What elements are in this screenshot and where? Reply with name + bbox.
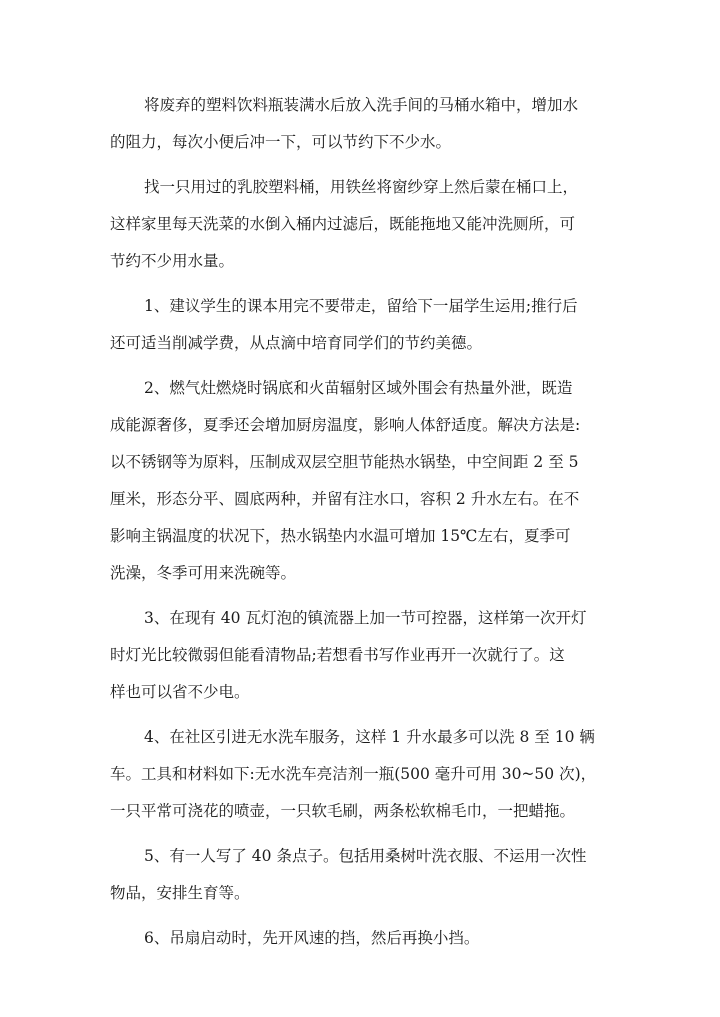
document-body <box>110 87 620 965</box>
text-line: 洗澡，冬季可用来洗碗等。 <box>110 564 297 582</box>
text-line: 影响主锅温度的状况下，热水锅垫内水温可增加 15℃左右，夏季可 <box>110 527 571 545</box>
paragraph-latex-bucket-filter <box>110 169 620 280</box>
text-line: 厘米，形态分平、圆底两种，并留有注水口，容积 2 升水左右。在不 <box>110 490 580 508</box>
text-line: 还可适当削减学费，从点滴中培育同学们的节约美德。 <box>110 334 483 352</box>
text-line: 一只平常可浇花的喷壶，一只软毛刷，两条松软棉毛巾，一把蜡拖。 <box>110 802 576 820</box>
text-line: 5、有一人写了 40 条点子。包括用桑树叶洗衣服、不运用一次性 <box>144 847 587 865</box>
text-line: 找一只用过的乳胶塑料桶，用铁丝将窗纱穿上然后蒙在桶口上， <box>144 178 579 196</box>
paragraph-toilet-tank-bottle <box>110 87 620 161</box>
text-line: 6、吊扇启动时，先开风速的挡，然后再换小挡。 <box>144 929 480 947</box>
text-line: 物品，安排生育等。 <box>110 884 250 902</box>
paragraph-item-2-stove-pad <box>110 370 620 592</box>
text-line: 4、在社区引进无水洗车服务，这样 1 升水最多可以洗 8 至 10 辆 <box>144 728 595 746</box>
text-line: 1、建议学生的课本用完不要带走，留给下一届学生运用;推行后 <box>144 297 578 315</box>
text-line: 成能源奢侈，夏季还会增加厨房温度，影响人体舒适度。解决方法是: <box>110 416 581 434</box>
text-line: 节约不少用水量。 <box>110 252 235 270</box>
text-line: 样也可以省不少电。 <box>110 683 250 701</box>
text-line: 时灯光比较微弱但能看清物品;若想看书写作业再开一次就行了。这 <box>110 646 565 664</box>
text-line: 2、燃气灶燃烧时锅底和火苗辐射区域外围会有热量外泄，既造 <box>144 379 573 397</box>
paragraph-item-5-forty-ideas <box>110 838 620 912</box>
paragraph-item-6-ceiling-fan <box>110 920 620 957</box>
text-line: 的阻力，每次小便后冲一下，可以节约下不少水。 <box>110 133 452 151</box>
paragraph-item-1-textbooks <box>110 288 620 362</box>
text-line: 将废弃的塑料饮料瓶装满水后放入洗手间的马桶水箱中，增加水 <box>144 96 579 114</box>
paragraph-item-4-waterless-carwash <box>110 719 620 830</box>
text-line: 这样家里每天洗菜的水倒入桶内过滤后，既能拖地又能冲洗厕所，可 <box>110 215 576 233</box>
text-line: 3、在现有 40 瓦灯泡的镇流器上加一节可控器，这样第一次开灯 <box>144 609 587 627</box>
text-line: 以不锈钢等为原料，压制成双层空胆节能热水锅垫，中空间距 2 至 5 <box>110 453 579 471</box>
paragraph-item-3-lamp-controller <box>110 600 620 711</box>
text-line: 车。工具和材料如下:无水洗车亮洁剂一瓶(500 毫升可用 30~50 次)， <box>110 765 597 783</box>
